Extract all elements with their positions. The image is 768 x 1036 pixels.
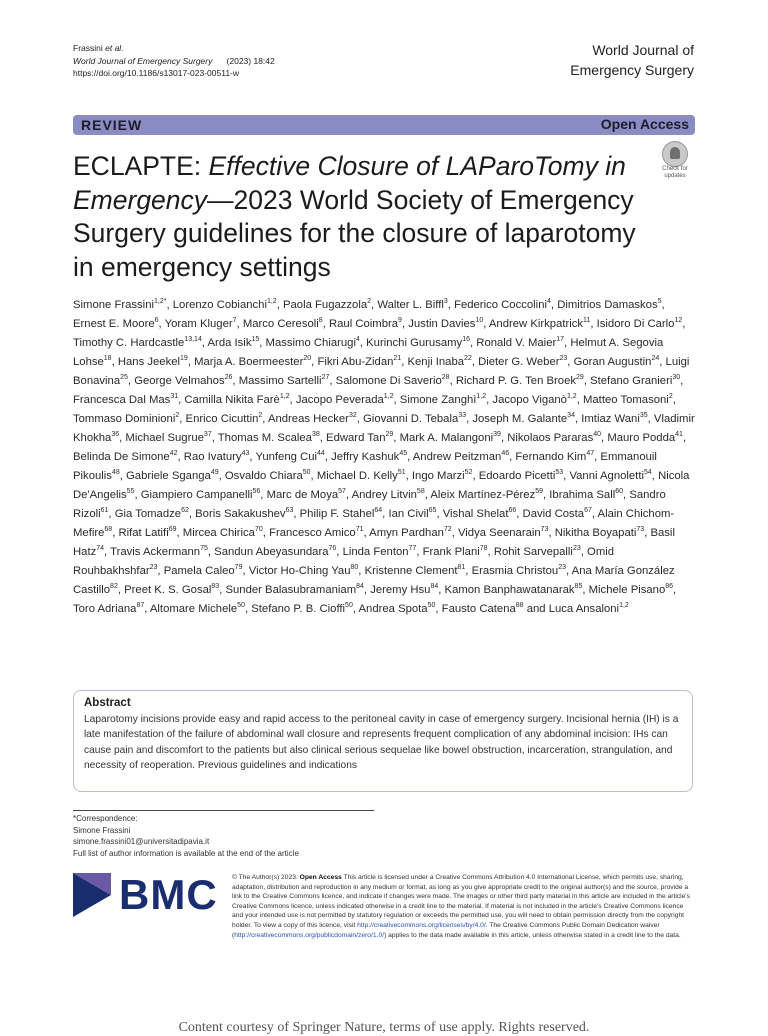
author-affiliation: 88 <box>515 602 524 610</box>
author-name: Linda Fenton <box>342 546 409 558</box>
author-affiliation: 39 <box>493 431 501 439</box>
author-affiliation: 2 <box>668 393 673 401</box>
author-name: Simone Zanghì <box>399 394 477 406</box>
correspondence-label: *Correspondence: <box>73 814 138 823</box>
author-name: Walter L. Biffl <box>377 299 444 311</box>
author-name: Fikri Abu-Zidan <box>317 356 394 368</box>
title-lead: ECLAPTE: <box>73 151 209 181</box>
bmc-logo-mark-icon <box>73 873 111 917</box>
author-affiliation: 85 <box>574 583 583 591</box>
author-name: Luigi Bonavina <box>73 356 690 387</box>
author-name: Jacopo Viganò <box>492 394 567 406</box>
author-name: Mark A. Malangoni <box>399 432 494 444</box>
author-affiliation: 81 <box>457 564 466 572</box>
author-affiliation: 16 <box>462 336 470 344</box>
author-affiliation: 9 <box>398 317 402 325</box>
author-affiliation: 78 <box>479 545 488 553</box>
author-name: Michael Sugrue <box>125 432 204 444</box>
author-name: Stefano P. B. Cioffi <box>251 603 346 615</box>
check-updates-icon <box>662 141 688 167</box>
author-affiliation: 84 <box>430 583 439 591</box>
author-name: Erasmia Christou <box>471 565 559 577</box>
correspondence-name: Simone Frassini <box>73 825 131 835</box>
author-name: Lorenzo Cobianchi <box>172 299 267 311</box>
author-name: Edoardo Picetti <box>478 470 556 482</box>
author-affiliation: 49 <box>210 469 219 477</box>
author-affiliation: 50 <box>427 602 436 610</box>
license-open-access: Open Access <box>299 874 342 881</box>
author-name: Enrico Cicuttin <box>185 413 259 425</box>
author-affiliation: 13,14 <box>184 336 202 344</box>
license-link-cc-zero[interactable]: http://creativecommons.org/publicdomain/zero/1.0/ <box>234 931 385 939</box>
author-affiliation: 23 <box>559 355 568 363</box>
author-name: Imtiaz Wani <box>581 413 640 425</box>
footnote-divider <box>73 810 374 811</box>
author-name: Isidoro Di Carlo <box>596 318 675 330</box>
author-name: Goran Augustin <box>573 356 652 368</box>
author-name: Matteo Tomasoni <box>582 394 669 406</box>
author-name: Kamon Banphawatanarak <box>444 584 575 596</box>
author-affiliation: 7 <box>232 317 237 325</box>
author-affiliation: 50 <box>237 602 245 610</box>
author-affiliation: 44 <box>317 450 325 458</box>
author-name: Andrea Spota <box>358 603 428 615</box>
author-name: Yoram Kluger <box>164 318 233 330</box>
author-name: Basil Hatz <box>73 527 675 558</box>
author-name: Hans Jeekel <box>117 356 181 368</box>
author-affiliation: 50 <box>345 602 353 610</box>
author-affiliation: 18 <box>103 355 112 363</box>
open-access-label: Open Access <box>600 116 689 132</box>
author-name: Mauro Podda <box>607 432 676 444</box>
author-affiliation: 75 <box>200 545 208 553</box>
author-name: Mircea Chirica <box>182 527 255 539</box>
author-affiliation: 53 <box>555 469 564 477</box>
license-body-3: ) applies to the data made available in this article, unless otherwise stated in a credit line to the data. <box>384 931 681 939</box>
author-affiliation: 71 <box>355 526 364 534</box>
author-name: Joseph M. Galante <box>472 413 568 425</box>
author-name: Giampiero Campanelli <box>140 489 253 501</box>
author-affiliation: 50 <box>302 469 311 477</box>
et-al: et al. <box>105 43 124 53</box>
author-affiliation: 42 <box>169 450 178 458</box>
author-affiliation: 1,2 <box>383 393 394 401</box>
author-name: Thomas M. Scalea <box>217 432 312 444</box>
article-type-label: REVIEW <box>81 117 143 133</box>
author-affiliation: 29 <box>576 374 584 382</box>
author-affiliation: 58 <box>416 488 425 496</box>
check-updates-line2: updates <box>664 173 686 179</box>
license-body-1: This article is licensed under a Creative Commons Attribution 4.0 International License, which permits use, sharing, adaptation, distribution and reproduction in any medium or format, as long as you give appropriate credit to the original author(s) and the source, provide a link to the Creative Commons licence, and indicate if changes were made. The images or other third party material in this article are included in the article's Creative Commons licence, unless indicated otherwise in a credit line to the material. If material is not included in the article's Creative Commons licence and your intended use is not permitted by statutory regulation or exceeds the permitted use, you will need to obtain permission directly from the copyright holder. To view a copy of this licence, visit <box>232 874 690 929</box>
author-name: Ernest E. Moore <box>73 318 155 330</box>
author-name: Nicola De'Angelis <box>73 470 690 501</box>
author-name: Vladimir Khokha <box>73 413 695 444</box>
author-affiliation: 72 <box>443 526 452 534</box>
author-affiliation: 54 <box>643 469 652 477</box>
bmc-logo-text: BMC <box>119 871 218 918</box>
author-name: Rao Ivatury <box>183 451 242 463</box>
author-name: Vishal Shelat <box>442 508 509 520</box>
correspondence-email[interactable]: simone.frassini01@universitadipavia.it <box>73 837 210 846</box>
author-affiliation: 46 <box>501 450 510 458</box>
author-name: Ibrahima Sall <box>549 489 616 501</box>
author-affiliation: 27 <box>321 374 330 382</box>
author-affiliation: 65 <box>428 507 437 515</box>
author-name: Frank Plani <box>422 546 480 558</box>
author-affiliation: 84 <box>356 583 364 591</box>
author-name: Andrew Kirkpatrick <box>488 318 584 330</box>
author-name: Emmanouil Pikoulis <box>73 451 657 482</box>
bmc-logo <box>73 871 218 918</box>
author-name: Camilla Nikita Farè <box>184 394 280 406</box>
article-title <box>73 150 653 284</box>
author-affiliation: 23 <box>572 545 581 553</box>
author-name: Sandro Rizoli <box>73 489 666 520</box>
author-name: Stefano Granieri <box>590 375 673 387</box>
author-affiliation: 1,2 <box>619 602 629 610</box>
journal-name-line1: World Journal of <box>592 42 694 58</box>
correspondence-block <box>73 813 299 859</box>
author-affiliation: 36 <box>111 431 120 439</box>
author-affiliation: 10 <box>475 317 484 325</box>
author-name: Tommaso Dominioni <box>73 413 176 425</box>
author-affiliation: 1,2 <box>566 393 577 401</box>
author-affiliation: 43 <box>241 450 250 458</box>
author-name: Jeremy Hsu <box>370 584 431 596</box>
author-short: Frassini <box>73 43 106 53</box>
author-affiliation: 83 <box>211 583 220 591</box>
author-name: Sandun Abeyasundara <box>214 546 329 558</box>
abstract-text: Laparotomy incisions provide easy and rapid access to the peritoneal cavity in case of emergency surgery. Incisional hernia (IH) is a late manifestation of the failure of abdominal wall closure and represents frequent complication of any abdominal incision: IHs can cause pain and discomfort to the patients but also clinical serious sequelae like bowel obstruction, incarceration, strangulation, and necessity of reoperation. Previous guidelines and indications <box>84 714 679 772</box>
author-name: Nikolaos Pararas <box>507 432 594 444</box>
author-affiliation: 4 <box>547 298 551 306</box>
author-list: Simone Frassini$^{1,2*}$, Lorenzo Cobianchi$^{1,2}$, Paola Fugazzola$^2$, Walter L. Biffl$^3$, Federico Coccolini$^4$, Dimitrios Damaskos$^5$, Ernest E. Moore$^6$, Yoram Kluger$^7$, Marco Ceresoli$^8$, Raul Coimbra$^9$, Justin Davies$^{10}$, Andrew Kirkpatrick$^{11}$, Isidoro Di Carlo$^{12}$, Timothy C. Hardcastle$^{13,14}$, Arda Isik$^{15}$, Massimo Chiarugi$^4$, Kurinchi Gurusamy$^{16}$, Ronald V. Maier$^{17}$, Helmut A. Segovia Lohse$^{18}$, Hans Jeekel$^{19}$, Marja A. Boermeester$^{20}$, Fikri Abu-Zidan$^{21}$, Kenji Inaba$^{22}$, Dieter G. Weber$^{23}$, Goran Augustin$^{24}$, Luigi Bonavina$^{25}$, George Velmahos$^{26}$, Massimo Sartelli$^{27}$, Salomone Di Saverio$^{28}$, Richard P. G. Ten Broek$^{29}$, Stefano Granieri$^{30}$, Francesca Dal Mas$^{31}$, Camilla Nikita Farè$^{1,2}$, Jacopo Peverada$^{1,2}$, Simone Zanghì$^{1,2}$, Jacopo Viganò$^{1,2}$, Matteo Tomasoni$^2$, Tommaso Dominioni$^2$, Enrico Cicuttin$^2$, Andreas Hecker$^{32}$, Giovanni D. Tebala$^{33}$, Joseph M. Galante$^{34}$, Imtiaz Wani$^{35}$, Vladimir Khokha$^{36}$, Michael Sugrue$^{37}$, Thomas M. Scalea$^{38}$, Edward Tan$^{29}$, Mark A. Malangoni$^{39}$, Nikolaos Pararas$^{40}$, Mauro Podda$^{41}$, Belinda De Simone$^{42}$, Rao Ivatury$^{43}$, Yunfeng Cui$^{44}$, Jeffry Kashuk$^{45}$, Andrew Peitzman$^{46}$, Fernando Kim$^{47}$, Emmanouil Pikoulis$^{48}$, Gabriele Sganga$^{49}$, Osvaldo Chiara$^{50}$, Michael D. Kelly$^{51}$, Ingo Marzi$^{52}$, Edoardo Picetti$^{53}$, Vanni Agnoletti$^{54}$, Nicola De'Angelis$^{55}$, Giampiero Campanelli$^{56}$, Marc de Moya$^{57}$, Andrey Litvin$^{58}$, Aleix Martínez-Pérez$^{59}$, Ibrahima Sall$^{60}$, Sandro Rizoli$^{61}$, Gia Tomadze$^{62}$, Boris Sakakushev$^{63}$, Philip F. Stahel$^{64}$, Ian Civil$^{65}$, Vishal Shelat$^{66}$, David Costa$^{67}$, Alain Chichom-Mefire$^{68}$, Rifat Latifi$^{69}$, Mircea Chirica$^{70}$, Francesco Amico$^{71}$, Amyn Pardhan$^{72}$, Vidya Seenarain$^{73}$, Nikitha Boyapati$^{73}$, Basil Hatz$^{74}$, Travis Ackermann$^{75}$, Sandun Abeyasundara$^{76}$, Linda Fenton$^{77}$, Frank Plani$^{78}$, Rohit Sarvepalli$^{23}$, Omid Rouhbakhshfar$^{23}$, Pamela Caleo$^{79}$, Victor Ho-Ching Yau$^{80}$, Kristenne Clement$^{81}$, Erasmia Christou$^{23}$, Ana María González Castillo$^{82}$, Preet K. S. Gosal$^{83}$, Sunder Balasubramaniam$^{84}$, Jeremy Hsu$^{84}$, Kamon Banphawatanarak$^{85}$, Michele Pisano$^{86}$, Toro Adriana$^{87}$, Altomare Michele$^{50}$, Stefano P. B. Cioffi$^{50}$, Andrea Spota$^{50}$, Fausto Catena$^{88}$ and Luca Ansaloni$^{1,2}$ <box>73 298 695 615</box>
author-affiliation: 4 <box>355 336 360 344</box>
author-affiliation: 73 <box>636 526 645 534</box>
author-name: Marco Ceresoli <box>242 318 319 330</box>
author-affiliation: 31 <box>170 393 179 401</box>
author-name: Justin Davies <box>408 318 476 330</box>
author-affiliation: 57 <box>338 488 346 496</box>
author-name: Michael D. Kelly <box>316 470 398 482</box>
author-affiliation: 1,2* <box>154 298 167 306</box>
author-affiliation: 17 <box>556 336 565 344</box>
author-affiliation: 77 <box>408 545 417 553</box>
author-name: Sunder Balasubramaniam <box>225 584 357 596</box>
author-affiliation: 6 <box>154 317 159 325</box>
author-name: Ian Civil <box>388 508 429 520</box>
author-name: Philip F. Stahel <box>299 508 375 520</box>
article-type-bar <box>73 115 695 135</box>
author-name: Nikitha Boyapati <box>554 527 637 539</box>
author-name: Andrew Peitzman <box>412 451 502 463</box>
license-link-cc-by[interactable]: http://creativecommons.org/licenses/by/4.0/ <box>357 921 486 929</box>
license-text <box>232 873 694 940</box>
author-name: Francesco Amico <box>269 527 356 539</box>
article-citation-header <box>73 42 275 80</box>
author-affiliation: 8 <box>318 317 323 325</box>
author-affiliation: 1,2 <box>266 298 277 306</box>
author-affiliation: 73 <box>540 526 549 534</box>
author-name: Aleix Martínez-Pérez <box>430 489 536 501</box>
author-name: Omid Rouhbakhshfar <box>73 546 615 577</box>
author-affiliation: 56 <box>252 488 261 496</box>
author-name: Massimo Chiarugi <box>265 337 356 349</box>
author-name: Osvaldo Chiara <box>224 470 303 482</box>
author-affiliation: 5 <box>657 298 662 306</box>
author-affiliation: 2 <box>258 412 263 420</box>
author-affiliation: 64 <box>374 507 383 515</box>
author-affiliation: 34 <box>567 412 575 420</box>
author-name: Jeffry Kashuk <box>331 451 400 463</box>
author-affiliation: 69 <box>168 526 177 534</box>
author-affiliation: 61 <box>100 507 109 515</box>
author-name: Marja A. Boermeester <box>194 356 304 368</box>
author-name: Rohit Sarvepalli <box>493 546 573 558</box>
author-name: Arda Isik <box>207 337 252 349</box>
author-affiliation: 47 <box>586 450 595 458</box>
check-updates-text <box>654 166 696 180</box>
abstract-heading: Abstract <box>84 697 131 709</box>
author-name: Federico Coccolini <box>454 299 547 311</box>
author-name: Belinda De Simone <box>73 451 170 463</box>
author-affiliation: 66 <box>508 507 517 515</box>
author-name: Fausto Catena <box>441 603 516 615</box>
author-affiliation: 35 <box>639 412 648 420</box>
author-name: Ana María González Castillo <box>73 565 675 596</box>
author-affiliation: 24 <box>651 355 660 363</box>
author-name: Timothy C. Hardcastle <box>73 337 185 349</box>
author-affiliation: 30 <box>672 374 681 382</box>
author-affiliation: 63 <box>285 507 294 515</box>
author-affiliation: 22 <box>464 355 472 363</box>
author-affiliation: 1,2 <box>476 393 487 401</box>
journal-name-line2: Emergency Surgery <box>570 62 694 78</box>
content-courtesy-footer: Content courtesy of Springer Nature, terms of use apply. Rights reserved. <box>178 1020 590 1035</box>
author-affiliation: 32 <box>348 412 357 420</box>
author-affiliation: 23 <box>558 564 567 572</box>
author-name: Fernando Kim <box>515 451 587 463</box>
author-name: Richard P. G. Ten Broek <box>455 375 577 387</box>
author-affiliation: 15 <box>251 336 260 344</box>
author-name: Massimo Sartelli <box>238 375 322 387</box>
author-affiliation: 28 <box>441 374 450 382</box>
author-name: Kurinchi Gurusamy <box>366 337 463 349</box>
journal-citation: World Journal of Emergency Surgery <box>73 55 213 66</box>
author-affiliation: 20 <box>303 355 312 363</box>
author-affiliation: 80 <box>350 564 359 572</box>
title-rest: —2023 World Society of Emergency Surgery guidelines for the closure of laparotomy in emergency settings <box>73 184 636 282</box>
author-affiliation: 3 <box>443 298 448 306</box>
author-affiliation: 38 <box>311 431 320 439</box>
author-affiliation: 40 <box>593 431 602 439</box>
author-name: Edward Tan <box>326 432 386 444</box>
author-name: Gabriele Sganga <box>126 470 211 482</box>
author-affiliation: 12 <box>674 317 683 325</box>
author-affiliation: 25 <box>120 374 128 382</box>
author-affiliation: 76 <box>328 545 337 553</box>
author-affiliation: 74 <box>96 545 105 553</box>
author-name: Yunfeng Cui <box>255 451 317 463</box>
copyright-notice: © The Author(s) 2023. <box>232 874 300 881</box>
author-name: George Velmahos <box>134 375 225 387</box>
author-name: Vanni Agnoletti <box>569 470 644 482</box>
author-affiliation: 29 <box>385 431 394 439</box>
author-affiliation: 79 <box>234 564 243 572</box>
author-name: Amyn Pardhan <box>369 527 444 539</box>
author-affiliation: 41 <box>675 431 683 439</box>
author-name: Paola Fugazzola <box>282 299 368 311</box>
author-affiliation: 2 <box>175 412 180 420</box>
author-name: Boris Sakakushev <box>195 508 286 520</box>
author-name: Andrey Litvin <box>351 489 417 501</box>
doi-link[interactable]: https://doi.org/10.1186/s13017-023-00511-w <box>73 68 240 78</box>
author-name: Marc de Moya <box>266 489 339 501</box>
author-affiliation: 45 <box>399 450 408 458</box>
author-conjunction: and <box>526 603 546 615</box>
author-affiliation: 2 <box>367 298 372 306</box>
author-name: Andreas Hecker <box>267 413 349 425</box>
author-name: Dieter G. Weber <box>478 356 560 368</box>
author-info-note: Full list of author information is available at the end of the article <box>73 848 299 858</box>
author-name: Kristenne Clement <box>364 565 458 577</box>
author-name: Pamela Caleo <box>163 565 235 577</box>
author-name: Rifat Latifi <box>118 527 169 539</box>
author-name: Kenji Inaba <box>407 356 465 368</box>
author-name: Simone Frassini <box>73 299 154 311</box>
author-affiliation: 70 <box>254 526 263 534</box>
author-name: Travis Ackermann <box>110 546 201 558</box>
author-name: Victor Ho-Ching Yau <box>248 565 351 577</box>
author-name: Raul Coimbra <box>328 318 399 330</box>
year-volume: (2023) 18:42 <box>226 55 275 66</box>
journal-name <box>570 40 694 80</box>
author-affiliation: 59 <box>535 488 544 496</box>
author-affiliation: 19 <box>180 355 188 363</box>
check-for-updates-badge[interactable] <box>654 141 696 181</box>
check-updates-line1: Check for <box>662 166 688 172</box>
author-name: Francesca Dal Mas <box>73 394 171 406</box>
author-name: Toro Adriana <box>73 603 137 615</box>
author-name: Ronald V. Maier <box>476 337 557 349</box>
author-name: Alain Chichom-Mefire <box>73 508 675 539</box>
author-affiliation: 82 <box>110 583 118 591</box>
author-name: Ingo Marzi <box>411 470 465 482</box>
title-italic: Effective Closure of LAParoTomy in Emergency <box>73 151 626 215</box>
author-name: Altomare Michele <box>149 603 238 615</box>
author-name: Giovanni D. Tebala <box>363 413 459 425</box>
author-name: Luca Ansaloni <box>548 603 620 615</box>
author-affiliation: 37 <box>203 431 212 439</box>
author-affiliation: 23 <box>149 564 158 572</box>
author-affiliation: 68 <box>104 526 113 534</box>
author-affiliation: 67 <box>584 507 592 515</box>
author-affiliation: 52 <box>464 469 473 477</box>
author-affiliation: 86 <box>665 583 674 591</box>
author-affiliation: 33 <box>458 412 467 420</box>
author-name: Dimitrios Damaskos <box>557 299 658 311</box>
author-name: Preet K. S. Gosal <box>124 584 212 596</box>
author-affiliation: 21 <box>393 355 402 363</box>
license-body-2: . The Creative Commons Public Domain Dedication waiver ( <box>232 921 660 939</box>
author-affiliation: 51 <box>397 469 406 477</box>
author-name: Michele Pisano <box>588 584 666 596</box>
abstract-box <box>73 690 693 792</box>
author-affiliation: 55 <box>126 488 135 496</box>
author-affiliation: 87 <box>136 602 145 610</box>
author-name: Salomone Di Saverio <box>335 375 442 387</box>
author-affiliation: 26 <box>224 374 233 382</box>
author-name: Jacopo Peverada <box>295 394 384 406</box>
author-affiliation: 60 <box>615 488 624 496</box>
author-name: David Costa <box>522 508 585 520</box>
author-name: Gia Tomadze <box>114 508 182 520</box>
author-affiliation: 62 <box>181 507 189 515</box>
author-name: Vidya Seenarain <box>457 527 541 539</box>
author-affiliation: 11 <box>583 317 591 325</box>
author-affiliation: 48 <box>111 469 120 477</box>
author-affiliation: 1,2 <box>279 393 290 401</box>
author-name: Helmut A. Segovia Lohse <box>73 337 664 368</box>
